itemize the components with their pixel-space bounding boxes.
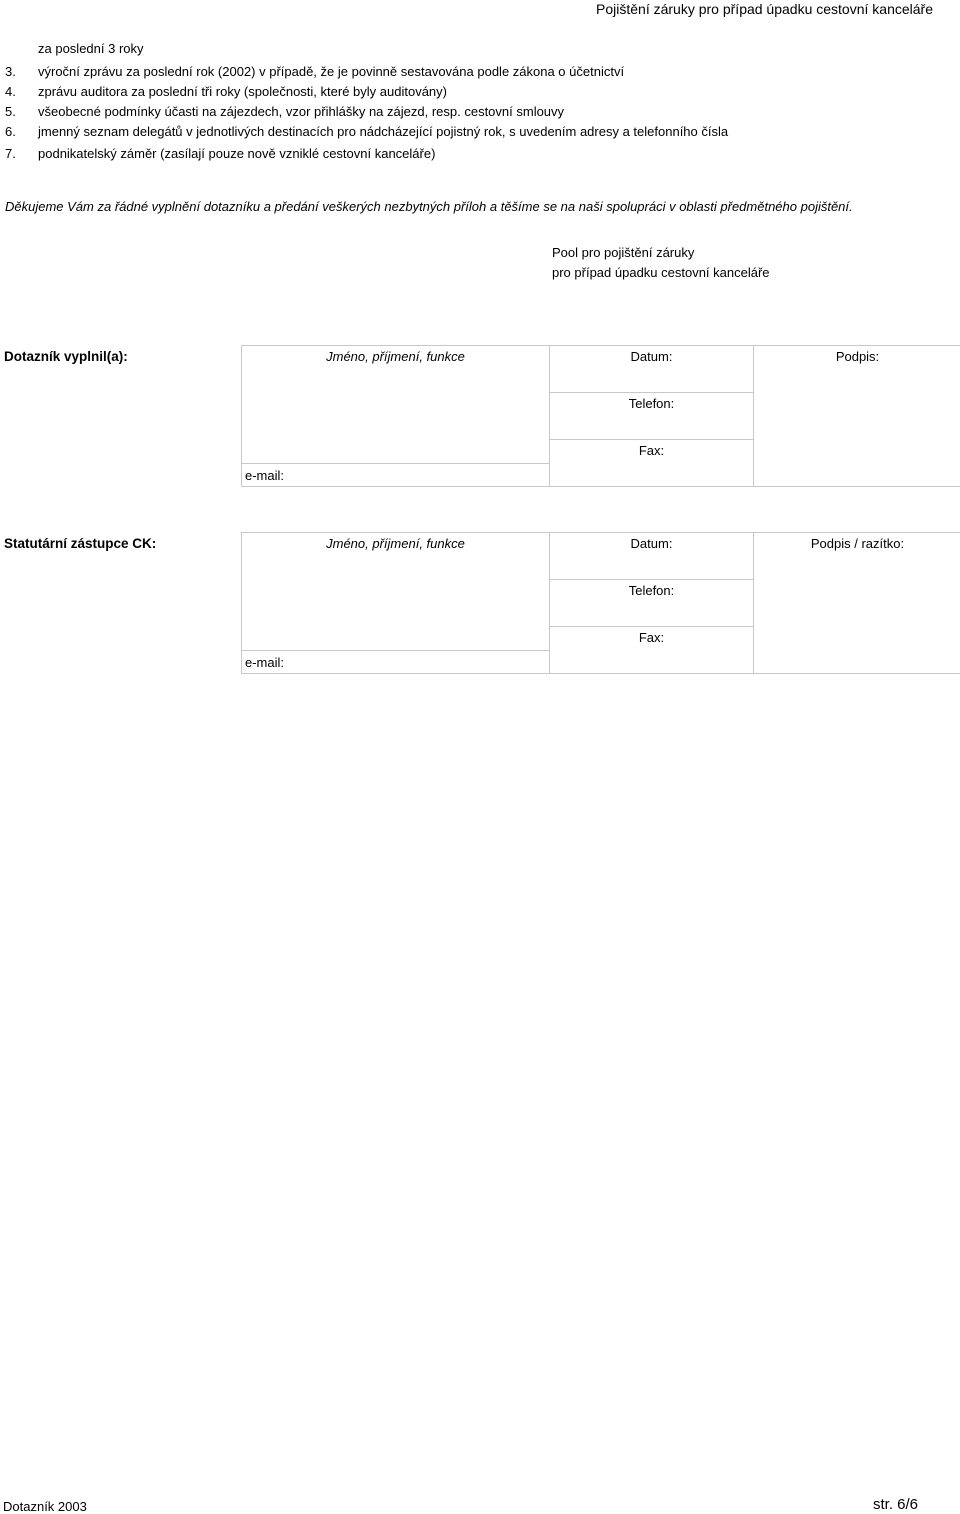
- form1-date-label: Datum:: [631, 349, 673, 364]
- thanks-paragraph: Děkujeme Vám za řádné vyplnění dotazníku a předání veškerých nezbytných příloh a těšíme se na naši spolupráci v oblasti předmětného pojištění.: [5, 199, 853, 214]
- form2-fax-label: Fax:: [639, 630, 664, 645]
- form2-sign-label: Podpis / razítko:: [811, 536, 904, 551]
- list-item-text: podnikatelský záměr (zasílají pouze nově vzniklé cestovní kanceláře): [38, 146, 435, 161]
- list-item-number: 5.: [5, 104, 38, 119]
- form2-phone-field[interactable]: [550, 580, 754, 627]
- form2-label: Statutární zástupce CK:: [4, 536, 156, 551]
- form2-name-cell[interactable]: [242, 533, 550, 674]
- form1-phone-label: Telefon:: [629, 396, 675, 411]
- form1-fax-label: Fax:: [639, 443, 664, 458]
- form1-phone-field[interactable]: [550, 393, 754, 440]
- form1-email-field[interactable]: [242, 463, 549, 486]
- list-item: [5, 64, 624, 79]
- list-continuation: za poslední 3 roky: [38, 41, 144, 56]
- list-item-text: výroční zprávu za poslední rok (2002) v případě, že je povinně sestavována podle zákona o účetnictví: [38, 64, 624, 79]
- list-item-text: jmenný seznam delegátů v jednotlivých destinacích pro nádcházející pojistný rok, s uvedením adresy a telefonního čísla: [38, 124, 728, 139]
- list-item-number: 6.: [5, 124, 38, 139]
- form2-table: [241, 532, 960, 674]
- form2-fax-field[interactable]: [550, 627, 754, 674]
- form1-fax-field[interactable]: [550, 440, 754, 487]
- pool-name-line2: pro případ úpadku cestovní kanceláře: [552, 265, 770, 280]
- list-item-number: 4.: [5, 84, 38, 99]
- form2-name-label: Jméno, příjmení, funkce: [242, 536, 549, 551]
- form1-sign-label: Podpis:: [836, 349, 879, 364]
- form2-phone-label: Telefon:: [629, 583, 675, 598]
- page-header-title: Pojištění záruky pro případ úpadku cestovní kanceláře: [0, 1, 933, 17]
- pool-name-line1: Pool pro pojištění záruky: [552, 245, 694, 260]
- list-item-text: zprávu auditora za poslední tři roky (společnosti, které byly auditovány): [38, 84, 447, 99]
- form1-name-label: Jméno, příjmení, funkce: [242, 349, 549, 364]
- footer-page-number: str. 6/6: [873, 1496, 918, 1513]
- form1-name-cell[interactable]: [242, 346, 550, 487]
- list-item-number: 3.: [5, 64, 38, 79]
- form2-signature-stamp-field[interactable]: [754, 533, 960, 674]
- form1-table: [241, 345, 960, 487]
- list-item-text: všeobecné podmínky účasti na zájezdech, vzor přihlášky na zájezd, resp. cestovní smlouvy: [38, 104, 564, 119]
- form2-email-field[interactable]: [242, 650, 549, 673]
- form1-signature-field[interactable]: [754, 346, 960, 487]
- list-item: [5, 84, 447, 99]
- form2-date-field[interactable]: [550, 533, 754, 580]
- list-item-number: 7.: [5, 146, 38, 161]
- footer-document-name: Dotazník 2003: [3, 1499, 87, 1514]
- form2-email-label: e-mail:: [245, 655, 284, 670]
- list-item: [5, 124, 728, 139]
- form1-email-label: e-mail:: [245, 468, 284, 483]
- form1-date-field[interactable]: [550, 346, 754, 393]
- list-item: [5, 104, 564, 119]
- list-item: [5, 146, 435, 161]
- form1-label: Dotazník vyplnil(a):: [4, 349, 128, 364]
- form2-date-label: Datum:: [631, 536, 673, 551]
